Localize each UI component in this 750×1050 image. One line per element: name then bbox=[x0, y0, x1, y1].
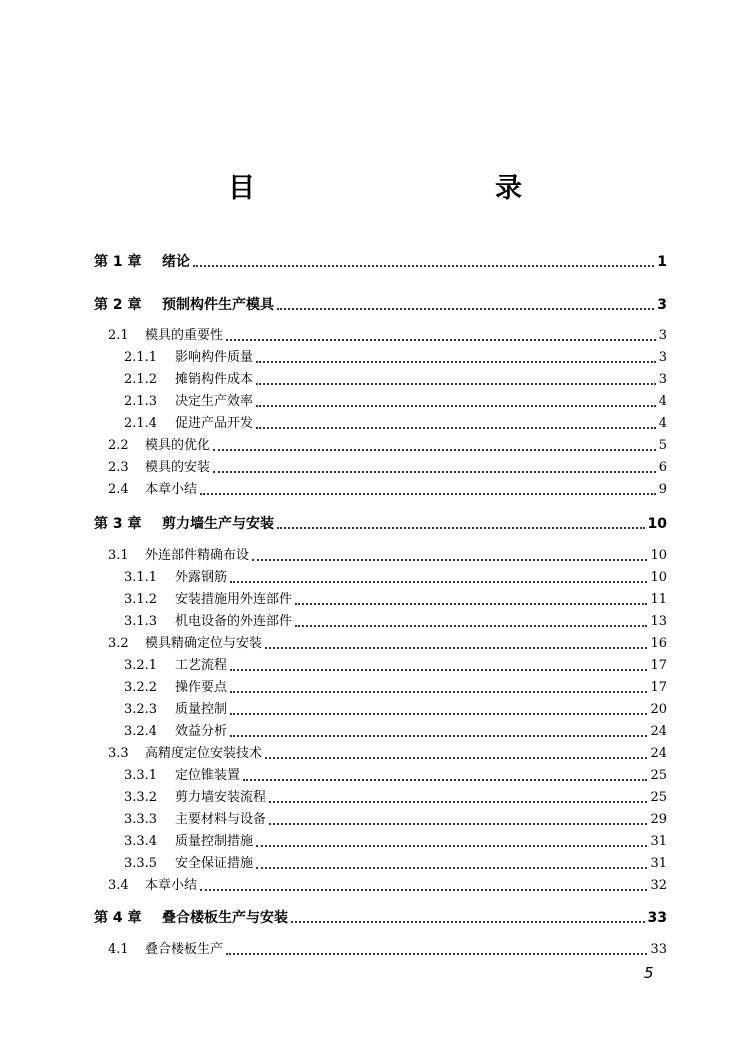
toc-entry-page: 3 bbox=[658, 328, 667, 343]
toc-entry-label: 效益分析 bbox=[175, 724, 228, 739]
toc-section-entry bbox=[108, 458, 667, 478]
toc-entry-number: 3.3.3 bbox=[124, 812, 158, 827]
toc-entry-number: 3.2.1 bbox=[124, 658, 158, 673]
dot-leader bbox=[265, 647, 647, 649]
toc-entry-label: 模具的重要性 bbox=[145, 328, 224, 343]
dot-leader bbox=[230, 669, 647, 671]
toc-subsection-entry bbox=[124, 612, 667, 632]
toc-subsection-entry bbox=[124, 590, 667, 610]
dot-leader bbox=[277, 527, 645, 529]
toc-entry-page: 11 bbox=[650, 592, 667, 607]
toc-section-entry bbox=[108, 480, 667, 500]
toc-entry-number: 2.3 bbox=[108, 460, 129, 475]
toc-entry-number: 3.1.1 bbox=[124, 570, 158, 585]
toc-subsection-entry bbox=[124, 810, 667, 830]
toc-subsection-entry bbox=[124, 766, 667, 786]
toc-entry-label: 模具的优化 bbox=[145, 438, 211, 453]
toc-section-entry bbox=[108, 436, 667, 456]
toc-entry-page: 32 bbox=[650, 878, 667, 893]
toc-entry-number: 3.2.2 bbox=[124, 680, 158, 695]
toc-chapter-entry bbox=[94, 295, 667, 315]
toc-entry-label: 工艺流程 bbox=[175, 658, 228, 673]
toc-entry-label: 操作要点 bbox=[175, 680, 228, 695]
toc-entry-number: 2.1.1 bbox=[124, 350, 158, 365]
dot-leader bbox=[295, 625, 647, 627]
toc-entry-number: 3.1 bbox=[108, 548, 129, 563]
dot-leader bbox=[256, 383, 656, 385]
toc-entry-page: 25 bbox=[650, 768, 667, 783]
toc-entry-page: 16 bbox=[650, 636, 667, 651]
toc-entry-page: 10 bbox=[647, 516, 667, 532]
toc-entry-label: 外连部件精确布设 bbox=[145, 548, 250, 563]
toc-entry-label: 影响构件质量 bbox=[175, 350, 254, 365]
dot-leader bbox=[269, 801, 647, 803]
toc-entry-number: 3.3.2 bbox=[124, 790, 158, 805]
toc-entry-number: 2.1.3 bbox=[124, 394, 158, 409]
dot-leader bbox=[226, 953, 647, 955]
toc-subsection-entry bbox=[124, 678, 667, 698]
toc-entry-page: 31 bbox=[650, 834, 667, 849]
toc-entry-label: 安装措施用外连部件 bbox=[175, 592, 293, 607]
toc-chapter-entry bbox=[94, 514, 667, 534]
toc-entry-label: 叠合楼板生产与安装 bbox=[162, 910, 288, 926]
page-number: 5 bbox=[644, 964, 654, 982]
toc-entry-page: 24 bbox=[650, 746, 667, 761]
toc-entry-label: 预制构件生产模具 bbox=[162, 297, 274, 313]
toc-entry-number: 3.3.1 bbox=[124, 768, 158, 783]
toc-entry-number: 2.4 bbox=[108, 482, 129, 497]
toc-subsection-entry bbox=[124, 832, 667, 852]
toc-chapter-entry bbox=[94, 908, 667, 928]
dot-leader bbox=[269, 823, 647, 825]
toc-entry-page: 10 bbox=[650, 570, 667, 585]
dot-leader bbox=[230, 713, 647, 715]
toc-subsection-entry bbox=[124, 722, 667, 742]
dot-leader bbox=[295, 603, 647, 605]
toc-entry-number: 3.1.2 bbox=[124, 592, 158, 607]
toc-entry-label: 模具精确定位与安装 bbox=[145, 636, 263, 651]
toc-entry-label: 摊销构件成本 bbox=[175, 372, 254, 387]
toc-entry-label: 模具的安装 bbox=[145, 460, 211, 475]
dot-leader bbox=[256, 845, 647, 847]
toc-subsection-entry bbox=[124, 392, 667, 412]
toc-entry-page: 31 bbox=[650, 856, 667, 871]
toc-entry-number: 第 1 章 bbox=[94, 254, 142, 270]
toc-entry-page: 25 bbox=[650, 790, 667, 805]
toc-entry-page: 5 bbox=[658, 438, 667, 453]
dot-leader bbox=[230, 691, 647, 693]
dot-leader bbox=[291, 921, 645, 923]
toc-section-entry bbox=[108, 940, 667, 960]
toc-entry-label: 绪论 bbox=[162, 254, 190, 270]
toc-entry-number: 第 3 章 bbox=[94, 516, 142, 532]
toc-entry-page: 24 bbox=[650, 724, 667, 739]
toc-subsection-entry bbox=[124, 700, 667, 720]
toc-entry-label: 剪力墙生产与安装 bbox=[162, 516, 274, 532]
dot-leader bbox=[256, 405, 656, 407]
toc-entry-page: 9 bbox=[658, 482, 667, 497]
toc-entry-page: 1 bbox=[657, 254, 667, 270]
dot-leader bbox=[243, 779, 647, 781]
toc-entry-number: 3.3.4 bbox=[124, 834, 158, 849]
toc-entry-page: 6 bbox=[658, 460, 667, 475]
toc-subsection-entry bbox=[124, 656, 667, 676]
toc-entry-number: 2.1 bbox=[108, 328, 129, 343]
toc-entry-label: 剪力墙安装流程 bbox=[175, 790, 267, 805]
toc-entry-number: 2.2 bbox=[108, 438, 129, 453]
dot-leader bbox=[265, 757, 647, 759]
toc-entry-number: 3.2.4 bbox=[124, 724, 158, 739]
toc-entry-number: 4.1 bbox=[108, 942, 129, 957]
toc-entry-label: 决定生产效率 bbox=[175, 394, 254, 409]
dot-leader bbox=[226, 339, 656, 341]
toc-entry-label: 质量控制 bbox=[175, 702, 228, 717]
dot-leader bbox=[252, 559, 647, 561]
toc-entry-page: 13 bbox=[650, 614, 667, 629]
toc-entry-label: 定位锥装置 bbox=[175, 768, 241, 783]
toc-entry-page: 4 bbox=[658, 394, 667, 409]
dot-leader bbox=[200, 889, 647, 891]
toc-entry-number: 第 4 章 bbox=[94, 910, 142, 926]
toc-subsection-entry bbox=[124, 568, 667, 588]
toc-entry-label: 机电设备的外连部件 bbox=[175, 614, 293, 629]
toc-entry-label: 主要材料与设备 bbox=[175, 812, 267, 827]
dot-leader bbox=[213, 449, 656, 451]
toc-entry-label: 本章小结 bbox=[145, 878, 198, 893]
toc-entry-page: 4 bbox=[658, 416, 667, 431]
toc-entry-page: 33 bbox=[647, 910, 667, 926]
toc-subsection-entry bbox=[124, 788, 667, 808]
dot-leader bbox=[230, 735, 647, 737]
toc-entry-page: 10 bbox=[650, 548, 667, 563]
dot-leader bbox=[256, 427, 656, 429]
toc-entry-number: 2.1.4 bbox=[124, 416, 158, 431]
toc-section-entry bbox=[108, 744, 667, 764]
toc-entry-number: 第 2 章 bbox=[94, 297, 142, 313]
dot-leader bbox=[256, 361, 656, 363]
dot-leader bbox=[277, 308, 654, 310]
dot-leader bbox=[256, 867, 647, 869]
dot-leader bbox=[193, 265, 654, 267]
dot-leader bbox=[230, 581, 647, 583]
toc-subsection-entry bbox=[124, 854, 667, 874]
toc-entry-number: 2.1.2 bbox=[124, 372, 158, 387]
toc-entry-page: 33 bbox=[650, 942, 667, 957]
toc-entry-page: 29 bbox=[650, 812, 667, 827]
toc-entry-label: 本章小结 bbox=[145, 482, 198, 497]
toc-entry-page: 3 bbox=[657, 297, 667, 313]
toc-entry-page: 20 bbox=[650, 702, 667, 717]
toc-subsection-entry bbox=[124, 414, 667, 434]
toc-entry-page: 3 bbox=[658, 350, 667, 365]
toc-entry-label: 叠合楼板生产 bbox=[145, 942, 224, 957]
toc-chapter-entry bbox=[94, 252, 667, 272]
toc-entry-label: 高精度定位安装技术 bbox=[145, 746, 263, 761]
toc-entry-page: 17 bbox=[650, 658, 667, 673]
toc-section-entry bbox=[108, 546, 667, 566]
dot-leader bbox=[213, 471, 656, 473]
toc-entry-page: 17 bbox=[650, 680, 667, 695]
toc-entry-page: 3 bbox=[658, 372, 667, 387]
toc-subsection-entry bbox=[124, 348, 667, 368]
toc-subsection-entry bbox=[124, 370, 667, 390]
toc-entry-label: 质量控制措施 bbox=[175, 834, 254, 849]
toc-section-entry bbox=[108, 326, 667, 346]
toc-entry-label: 外露钢筋 bbox=[175, 570, 228, 585]
dot-leader bbox=[200, 493, 656, 495]
toc-entry-label: 安全保证措施 bbox=[175, 856, 254, 871]
toc-entry-number: 3.3 bbox=[108, 746, 129, 761]
toc-entry-number: 3.4 bbox=[108, 878, 129, 893]
toc-entry-number: 3.2 bbox=[108, 636, 129, 651]
toc-entry-label: 促进产品开发 bbox=[175, 416, 254, 431]
toc-entry-number: 3.2.3 bbox=[124, 702, 158, 717]
toc-section-entry bbox=[108, 634, 667, 654]
toc-entry-number: 3.3.5 bbox=[124, 856, 158, 871]
toc-section-entry bbox=[108, 876, 667, 896]
page-title: 目 录 bbox=[228, 173, 584, 204]
toc-entry-number: 3.1.3 bbox=[124, 614, 158, 629]
